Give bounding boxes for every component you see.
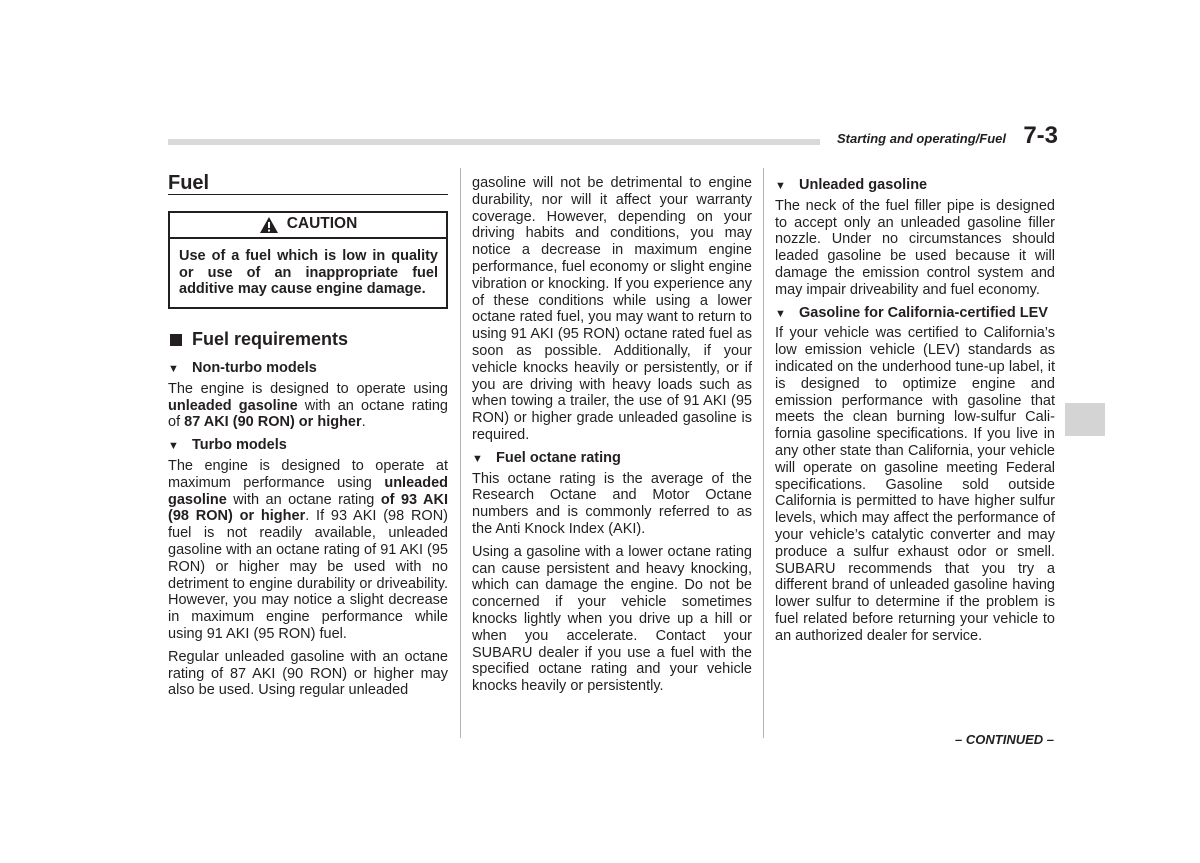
column-divider-1 (460, 168, 461, 738)
column-2 (472, 175, 752, 701)
item-title-text: Turbo models (192, 437, 287, 454)
running-header: Starting and operating/Fuel (836, 131, 1006, 146)
section-title: Fuel (168, 175, 448, 195)
triangle-bullet-icon: ▼ (168, 440, 179, 453)
item-title-unleaded (775, 177, 1055, 195)
text-run: with an octane rating of (168, 397, 449, 431)
item-title-non-turbo (168, 360, 448, 378)
caution-label: CAUTION (286, 215, 358, 233)
item-title-lev (775, 305, 1055, 323)
item-title-text: Gasoline for California-certified LEV (799, 304, 1048, 321)
unleaded-paragraph: The neck of the fuel filler pipe is designed to accept only an unleaded gasoline filler nozzle. Under no circumstances should leaded gasoline be used because it will damage the emission control system and may impair driveability and fuel economy. (775, 197, 1055, 298)
item-title-text: Unleaded gasoline (799, 177, 928, 193)
text-run-bold: unleaded gasoline (168, 397, 298, 414)
text-run-bold: 87 AKI (90 RON) or higher (184, 414, 362, 431)
continued-label: – CONTINUED – (955, 732, 1054, 747)
lev-paragraph: If your vehicle was certified to California’s low emission vehicle (LEV) standards as indicated on the underhood tune-up label, it is designed to optimize engine and emission performance with gasoline that meets the clean burning low-sulfur California gasoline specifications. If you live in any other state than California, your vehicle will operate on gasoline meeting Federal specifications. Gasoline sold outside California is permitted to have higher sulfur levels, which may affect the performance of your vehicle’s catalytic converter and may produce a sulfur exhaust odor or smell. SUBARU recommends that you try a different brand of unleaded gasoline having lower sulfur to determine if the problem is fuel related before returning your vehicle to an authorized dealer for service. (775, 325, 1055, 644)
triangle-bullet-icon: ▼ (775, 180, 786, 192)
warning-icon (259, 216, 279, 234)
text-run: The engine is designed to operate using (168, 380, 448, 397)
item-title-text: Fuel octane rating (496, 449, 621, 466)
caution-text: Use of a fuel which is low in quality or use of an inappropriate fuel additive may cause engine damage. (179, 247, 438, 298)
triangle-bullet-icon: ▼ (775, 307, 786, 320)
triangle-bullet-icon: ▼ (472, 452, 483, 465)
text-run-bold: of 93 AKI (98 RON) or higher (168, 491, 448, 525)
text-run: The engine is designed to operate at maximum performance using (168, 457, 448, 491)
item-title-turbo (168, 437, 448, 455)
text-run: . (361, 414, 366, 431)
caution-header (170, 213, 446, 239)
turbo-paragraph (168, 458, 448, 643)
text-run: . If 93 AKI (98 RON) fuel is not readily available, unleaded gasoline with an octane rating of 91 AKI (95 RON) or higher may be used with no detriment to engine durability or driveability. However, you may notice a slight decrease in maximum engine performance while using 91 AKI (95 RON) fuel. (168, 508, 449, 642)
column-divider-2 (763, 168, 764, 738)
item-title-text: Non-turbo models (192, 359, 317, 376)
subsection-title-text: Fuel requirements (192, 329, 349, 350)
column-1 (168, 172, 449, 705)
continued-paragraph: gasoline will not be detrimental to engine durability, nor will it affect your warranty coverage. However, depending on your driving habits and conditions, you may notice a decrease in maximum engine performance, fuel economy or slight engine vibration or knocking. If you experience any of these conditions while using a lower octane rated fuel, you may want to return to using 91 AKI (95 RON) octane rated fuel as soon as possible. Additionally, if your vehicle knocks heavily or persistently, or if you are driving with heavy loads such as when towing a trailer, the use of 91 AKI (95 RON) or higher grade unleaded gasoline is required. (472, 175, 752, 443)
column-3 (775, 177, 1055, 651)
chapter-tab (1065, 403, 1105, 436)
caution-box (168, 211, 448, 309)
octane-paragraph-2: Using a gasoline with a lower octane rating can cause persistent and heavy knocking, which can damage the engine. Do not be concerned if your vehicle sometimes knocks lightly when you drive up a hill or when you accelerate. Contact your SUBARU dealer if you use a fuel with the specified octane rating and your vehicle knocks heavily or persistently. (472, 543, 752, 695)
header-rule (168, 139, 820, 145)
subsection-title (168, 331, 448, 348)
non-turbo-paragraph (168, 381, 448, 431)
regular-gasoline-paragraph: Regular unleaded gasoline with an octane rating of 87 AKI (90 RON) or higher may also be used. Using regular unleaded (168, 648, 448, 699)
octane-paragraph-1: This octane rating is the average of the Research Octane and Motor Octane numbers and is commonly referred to as the Anti Knock Index (AKI). (472, 470, 752, 537)
page-number: 7-3 (1023, 122, 1058, 149)
item-title-octane (472, 450, 752, 468)
square-bullet-icon (170, 334, 182, 346)
text-run: with an octane rating (226, 491, 381, 508)
text-run-bold: unleaded gasoline (168, 474, 448, 508)
triangle-bullet-icon: ▼ (168, 362, 179, 375)
